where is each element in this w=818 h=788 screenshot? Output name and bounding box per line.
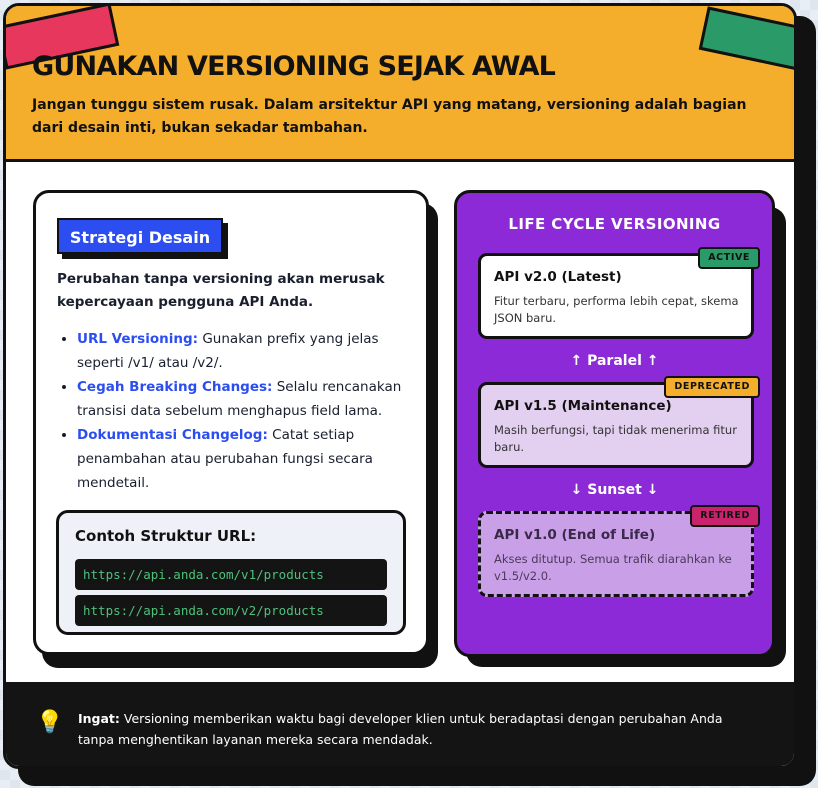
lightbulb-icon: 💡 bbox=[36, 710, 64, 735]
list-item bbox=[77, 375, 417, 423]
version-card-v15 bbox=[478, 382, 754, 468]
status-badge-deprecated: DEPRECATED bbox=[664, 376, 760, 398]
code-url-v2: https://api.anda.com/v2/products bbox=[75, 595, 387, 626]
footer-lead: Ingat: bbox=[78, 711, 120, 726]
status-badge-retired: RETIRED bbox=[690, 505, 760, 527]
footer-note bbox=[6, 682, 794, 769]
strategy-tag: Strategi Desain bbox=[57, 218, 223, 254]
version-name: API v1.0 (End of Life) bbox=[494, 527, 656, 543]
lifecycle-panel bbox=[454, 190, 775, 657]
tape-decoration-green bbox=[699, 6, 797, 73]
list-item-text: Selalu rencanakan transisi data sebelum menghapus field lama. bbox=[77, 379, 402, 419]
lifecycle-title: LIFE CYCLE VERSIONING bbox=[508, 215, 721, 233]
version-card-v10 bbox=[478, 511, 754, 597]
connector-parallel: ↑ Paralel ↑ bbox=[570, 353, 659, 369]
version-name: API v2.0 (Latest) bbox=[494, 269, 622, 285]
list-item-text: Gunakan prefix yang jelas seperti /v1/ atau /v2/. bbox=[77, 331, 379, 371]
footer-text: Ingat: Versioning memberikan waktu bagi developer klien untuk beradaptasi dengan perubahan Anda tanpa menghentikan layanan mereka secara mendadak. bbox=[78, 711, 723, 747]
version-card-v2 bbox=[478, 253, 754, 339]
list-item-keyword: Cegah Breaking Changes: bbox=[77, 379, 273, 395]
header bbox=[6, 6, 794, 162]
url-example-title: Contoh Struktur URL: bbox=[75, 527, 257, 545]
code-url-v1: https://api.anda.com/v1/products bbox=[75, 559, 387, 590]
infographic-card bbox=[3, 3, 797, 769]
version-name: API v1.5 (Maintenance) bbox=[494, 398, 672, 414]
strategy-intro: Perubahan tanpa versioning akan merusak kepercayaan pengguna API Anda. bbox=[57, 271, 385, 310]
subtitle-highlight: versioning bbox=[546, 97, 630, 113]
connector-sunset: ↓ Sunset ↓ bbox=[570, 482, 659, 498]
list-item-keyword: Dokumentasi Changelog: bbox=[77, 427, 268, 443]
list-item-keyword: URL Versioning: bbox=[77, 331, 199, 347]
status-badge-active: ACTIVE bbox=[698, 247, 760, 269]
page-title: GUNAKAN VERSIONING SEJAK AWAL bbox=[32, 51, 556, 82]
list-item bbox=[77, 423, 417, 495]
version-desc: Akses ditutup. Semua trafik diarahkan ke v1.5/v2.0. bbox=[494, 552, 732, 583]
strategy-panel bbox=[33, 190, 429, 655]
page-subtitle: Jangan tunggu sistem rusak. Dalam arsitektur API yang matang, versioning adalah bagian dari desain inti, bukan sekadar tambahan. bbox=[32, 97, 747, 136]
url-example-box bbox=[56, 510, 406, 635]
list-item-text: Catat setiap penambahan atau perubahan fungsi secara mendetail. bbox=[77, 427, 373, 491]
list-item bbox=[77, 327, 417, 375]
version-desc: Fitur terbaru, performa lebih cepat, skema JSON baru. bbox=[494, 294, 739, 325]
strategy-list bbox=[57, 327, 417, 495]
version-desc: Masih berfungsi, tapi tidak menerima fitur baru. bbox=[494, 423, 737, 454]
